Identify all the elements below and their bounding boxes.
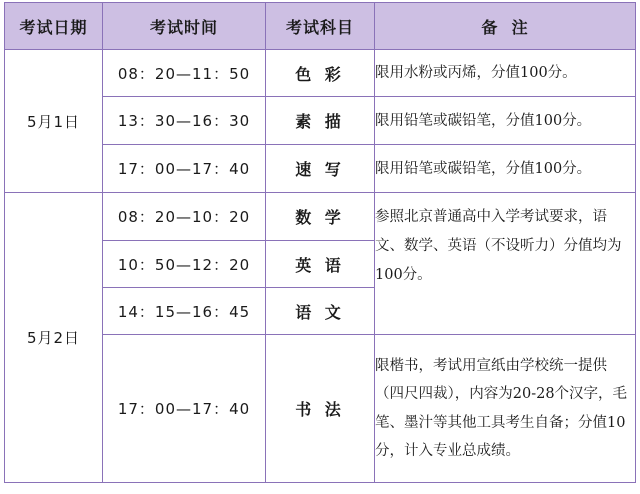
exam-subject-cell: 书 法: [266, 335, 375, 483]
exam-subject-cell: 英 语: [266, 241, 375, 288]
exam-time-cell: 08：20—11：50: [103, 50, 266, 97]
exam-note-cell: 限用铅笔或碳铅笔，分值100分。: [375, 145, 636, 193]
exam-time-cell: 14：15—16：45: [103, 288, 266, 335]
exam-time-cell: 10：50—12：20: [103, 241, 266, 288]
exam-subject-cell: 数 学: [266, 193, 375, 241]
exam-subject-cell: 色 彩: [266, 50, 375, 97]
exam-schedule-table: [4, 2, 636, 483]
header-exam-subject: 考试科目: [266, 3, 375, 50]
table-row: [5, 193, 636, 241]
exam-subject-cell: 速 写: [266, 145, 375, 193]
header-row: [5, 3, 636, 50]
exam-note-merged-cell: 参照北京普通高中入学考试要求，语文、数学、英语（不设听力）分值均为100分。: [375, 193, 636, 335]
exam-note-cell: 限用水粉或丙烯，分值100分。: [375, 50, 636, 97]
header-exam-time: 考试时间: [103, 3, 266, 50]
exam-subject-cell: 语 文: [266, 288, 375, 335]
exam-subject-cell: 素 描: [266, 97, 375, 145]
exam-time-cell: 13：30—16：30: [103, 97, 266, 145]
exam-note-cell: 限楷书，考试用宣纸由学校统一提供（四尺四裁），内容为20-28个汉字，毛笔、墨汁等其他工具考生自备；分值10分，计入专业总成绩。: [375, 335, 636, 483]
header-exam-date: 考试日期: [5, 3, 103, 50]
exam-date-cell: 5月2日: [5, 193, 103, 483]
table-row: [5, 50, 636, 97]
exam-note-cell: 限用铅笔或碳铅笔，分值100分。: [375, 97, 636, 145]
exam-time-cell: 17：00—17：40: [103, 145, 266, 193]
exam-time-cell: 08：20—10：20: [103, 193, 266, 241]
header-notes: 备 注: [375, 3, 636, 50]
exam-date-cell: 5月1日: [5, 50, 103, 193]
exam-time-cell: 17：00—17：40: [103, 335, 266, 483]
